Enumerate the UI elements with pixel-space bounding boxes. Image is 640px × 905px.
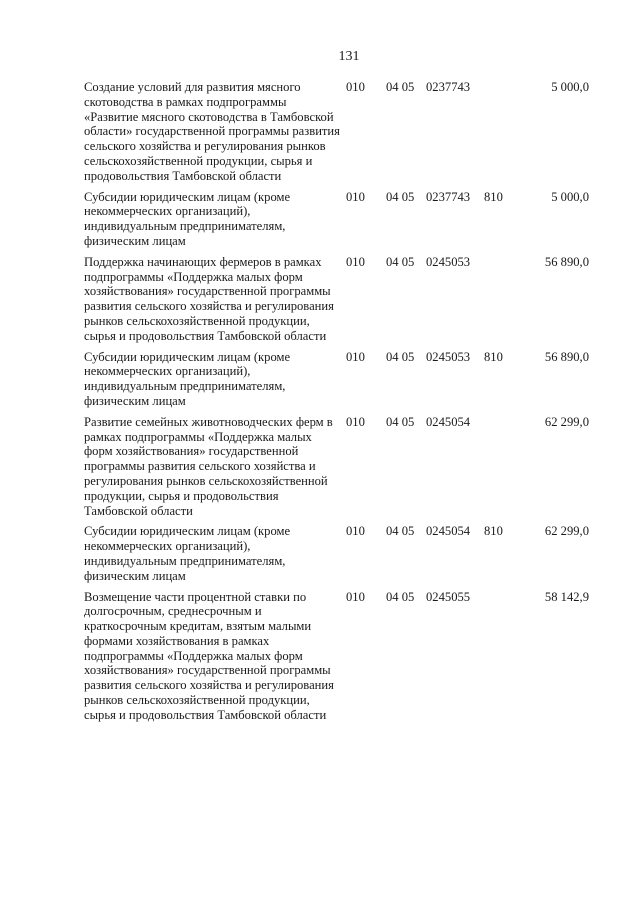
row-section-code: 04 05	[386, 349, 415, 364]
row-expense-type-code	[484, 590, 524, 729]
row-section-code: 04 05	[386, 414, 415, 429]
row-target-code: 0237743	[426, 80, 471, 94]
row-amount: 58 142,9	[544, 589, 589, 604]
row-target-code: 0245053	[426, 349, 471, 364]
row-target-code: 0237743	[426, 189, 471, 204]
row-description: Субсидии юридическим лицам (кроме некоммерческих организаций), индивидуальным предпринимателям, физическим лицам	[84, 189, 291, 248]
row-ved-code: 010	[346, 414, 365, 429]
row-section-code: 04 05	[386, 80, 415, 94]
row-ved-code: 010	[346, 524, 365, 539]
page-number: 131	[338, 49, 360, 64]
table-row	[84, 80, 589, 190]
row-ved-code: 010	[346, 254, 365, 269]
row-ved-code: 010	[346, 589, 365, 604]
row-amount: 56 890,0	[544, 254, 589, 269]
row-expense-type-code	[484, 255, 524, 350]
table-row	[84, 190, 589, 255]
row-amount: 5 000,0	[551, 189, 589, 204]
row-expense-type-code: 810	[484, 524, 503, 539]
row-description: Создание условий для развития мясного скотоводства в рамках подпрограммы «Развитие мясного скотоводства в Тамбовской области» государственной программы развития сельского хозяйства и регулирования рынков сельскохозяйственной продукции, сырья и продовольствия Тамбовской области	[84, 80, 340, 183]
row-target-code: 0245055	[426, 589, 471, 604]
row-ved-code: 010	[346, 189, 365, 204]
row-section-code: 04 05	[386, 254, 415, 269]
table-row	[84, 350, 589, 415]
table-row	[84, 590, 589, 729]
row-amount: 62 299,0	[544, 414, 589, 429]
table-row	[84, 255, 589, 350]
row-description: Субсидии юридическим лицам (кроме некоммерческих организаций), индивидуальным предпринимателям, физическим лицам	[84, 524, 291, 583]
row-section-code: 04 05	[386, 189, 415, 204]
table-row	[84, 524, 589, 589]
row-target-code: 0245053	[426, 254, 471, 269]
table-row	[84, 415, 589, 525]
row-expense-type-code: 810	[484, 349, 503, 364]
row-amount: 5 000,0	[551, 80, 589, 94]
row-amount: 62 299,0	[544, 524, 589, 539]
row-description: Развитие семейных животноводческих ферм в рамках подпрограммы «Поддержка малых форм хозяйствования» государственной программы развития сельского хозяйства и регулирования рынков сельскохозяйственной продукции, сырья и продовольствия Тамбовской области	[84, 414, 333, 518]
row-target-code: 0245054	[426, 524, 471, 539]
row-expense-type-code	[484, 80, 524, 190]
budget-table	[84, 80, 589, 729]
row-description: Поддержка начинающих фермеров в рамках подпрограммы «Поддержка малых форм хозяйствования» государственной программы развития сельского хозяйства и регулирования рынков сельскохозяйственной продукции, сырья и продовольствия Тамбовской области	[84, 254, 334, 343]
row-expense-type-code	[484, 415, 524, 525]
row-amount: 56 890,0	[544, 349, 589, 364]
row-description: Возмещение части процентной ставки по долгосрочным, среднесрочным и краткосрочным кредитам, взятым малыми формами хозяйствования в рамках подпрограммы «Поддержка малых форм хозяйствования» государственной программы развития сельского хозяйства и регулирования рынков сельскохозяйственной продукции, сырья и продовольствия Тамбовской области	[84, 589, 334, 722]
row-ved-code: 010	[346, 349, 365, 364]
row-description: Субсидии юридическим лицам (кроме некоммерческих организаций), индивидуальным предпринимателям, физическим лицам	[84, 349, 291, 408]
row-ved-code: 010	[346, 80, 365, 94]
row-expense-type-code: 810	[484, 189, 503, 204]
row-section-code: 04 05	[386, 524, 415, 539]
row-section-code: 04 05	[386, 589, 415, 604]
row-target-code: 0245054	[426, 414, 471, 429]
